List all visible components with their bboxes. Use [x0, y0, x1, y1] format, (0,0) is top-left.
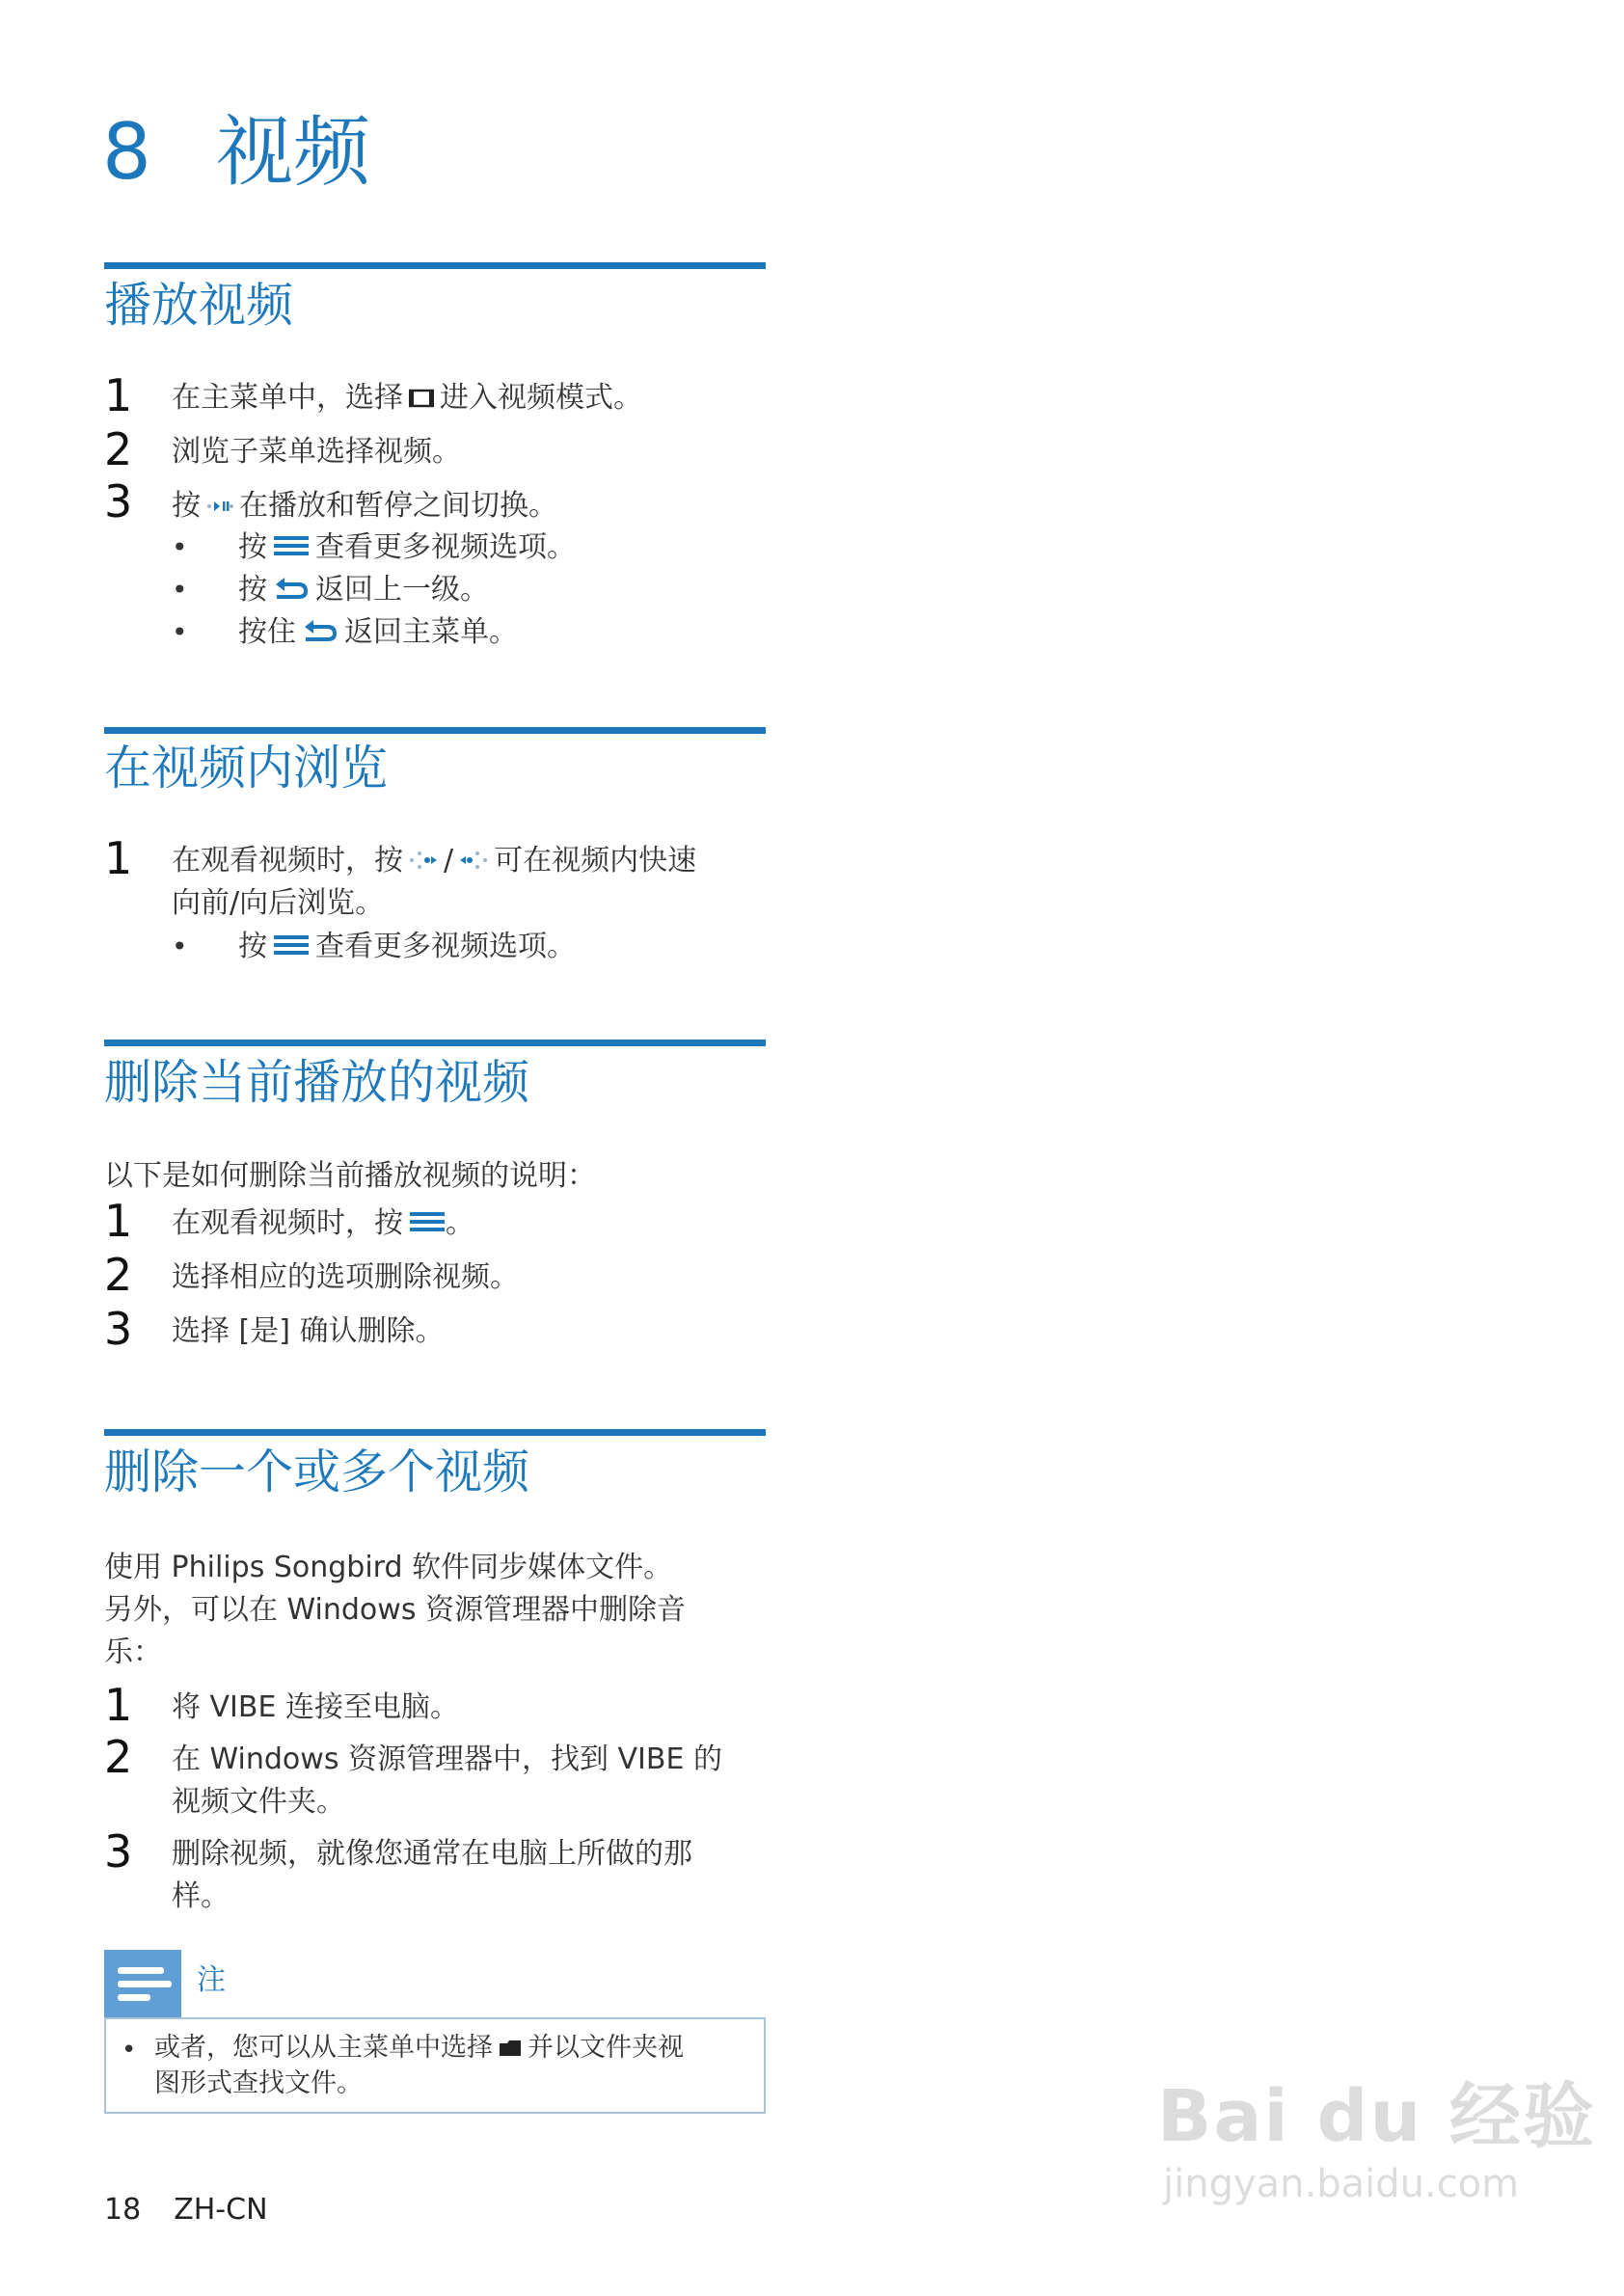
watermark-url: jingyan.baidu.com: [1163, 2162, 1520, 2206]
note-icon: [104, 1950, 181, 2017]
step-text: 在主菜单中，选择 进入视频模式。: [172, 376, 760, 420]
note-bullet: •: [122, 2036, 137, 2065]
bullet-text: 按住 返回主菜单。: [238, 611, 518, 655]
step-text: 选择相应的选项删除视频。: [172, 1260, 519, 1294]
bullet: •: [172, 931, 188, 962]
step-text: 在 Windows 资源管理器中，找到 VIBE 的: [172, 1742, 722, 1776]
menu-icon: [273, 927, 310, 969]
bullet: •: [172, 574, 188, 606]
step-number: 3: [104, 475, 133, 527]
step-text: 按 在播放和暂停之间切换。: [172, 484, 760, 528]
folder-icon: [499, 2032, 522, 2066]
section-intro: 乐：: [104, 1635, 162, 1669]
page-footer: [104, 2191, 301, 2229]
watermark-logo-text: Bai du 经验: [1157, 2075, 1596, 2158]
section-title-browse-video: 在视频内浏览: [104, 741, 389, 796]
step-text: 在观看视频时，按 / 可在视频内快速: [172, 839, 760, 883]
play-pause-icon: [206, 485, 233, 528]
step-text: 将 VIBE 连接至电脑。: [172, 1690, 459, 1724]
watermark: [1157, 2073, 1596, 2208]
bullet-text: 按 返回上一级。: [238, 569, 489, 612]
step-number: 2: [104, 1249, 133, 1301]
back-icon: [273, 570, 310, 612]
section-divider: [104, 1429, 766, 1436]
section-title-delete-multiple: 删除一个或多个视频: [104, 1445, 530, 1499]
step-number: 1: [104, 369, 133, 421]
bullet: •: [172, 616, 188, 648]
step-number: 3: [104, 1825, 133, 1877]
step-text-continued: 视频文件夹。: [172, 1785, 345, 1819]
note-label: 注: [197, 1963, 226, 1997]
step-number: 1: [104, 1195, 133, 1247]
step-text: 选择 [是] 确认删除。: [172, 1314, 445, 1348]
rewind-icon: [459, 840, 488, 883]
chapter-name: 视频: [216, 107, 370, 197]
bullet-text: 按 查看更多视频选项。: [238, 926, 576, 969]
menu-icon: [409, 1202, 446, 1246]
step-text: 浏览子菜单选择视频。: [172, 435, 461, 469]
forward-icon: [409, 840, 438, 883]
step-number: 1: [104, 1679, 133, 1731]
section-intro: 以下是如何删除当前播放视频的说明：: [104, 1159, 596, 1193]
section-title-play-video: 播放视频: [104, 278, 294, 333]
bullet-text: 按 查看更多视频选项。: [238, 527, 576, 570]
section-divider: [104, 727, 766, 734]
page-number: 18: [104, 2193, 142, 2227]
step-number: 1: [104, 832, 133, 884]
note-text: 或者，您可以从主菜单中选择 并以文件夹视 图形式查找文件。: [154, 2031, 743, 2101]
back-icon: [302, 612, 338, 655]
language-code: ZH-CN: [174, 2193, 268, 2227]
chapter-title: [102, 104, 370, 201]
section-intro: 使用 Philips Songbird 软件同步媒体文件。: [104, 1551, 673, 1584]
section-divider: [104, 1040, 766, 1046]
step-text-continued: 向前/向后浏览。: [172, 886, 385, 920]
section-intro: 另外，可以在 Windows 资源管理器中删除音: [104, 1593, 686, 1627]
menu-icon: [273, 527, 310, 570]
step-number: 2: [104, 1731, 133, 1783]
bullet: •: [172, 531, 188, 563]
section-title-delete-current: 删除当前播放的视频: [104, 1055, 530, 1110]
step-number: 2: [104, 423, 133, 475]
film-icon: [409, 377, 434, 420]
step-text: 在观看视频时，按 。: [172, 1202, 760, 1246]
note-text-continued: 图形式查找文件。: [154, 2067, 363, 2098]
section-divider: [104, 262, 766, 269]
chapter-number: 8: [102, 107, 151, 197]
step-text-continued: 样。: [172, 1879, 230, 1913]
step-text: 删除视频，就像您通常在电脑上所做的那: [172, 1837, 692, 1871]
step-number: 3: [104, 1303, 133, 1355]
